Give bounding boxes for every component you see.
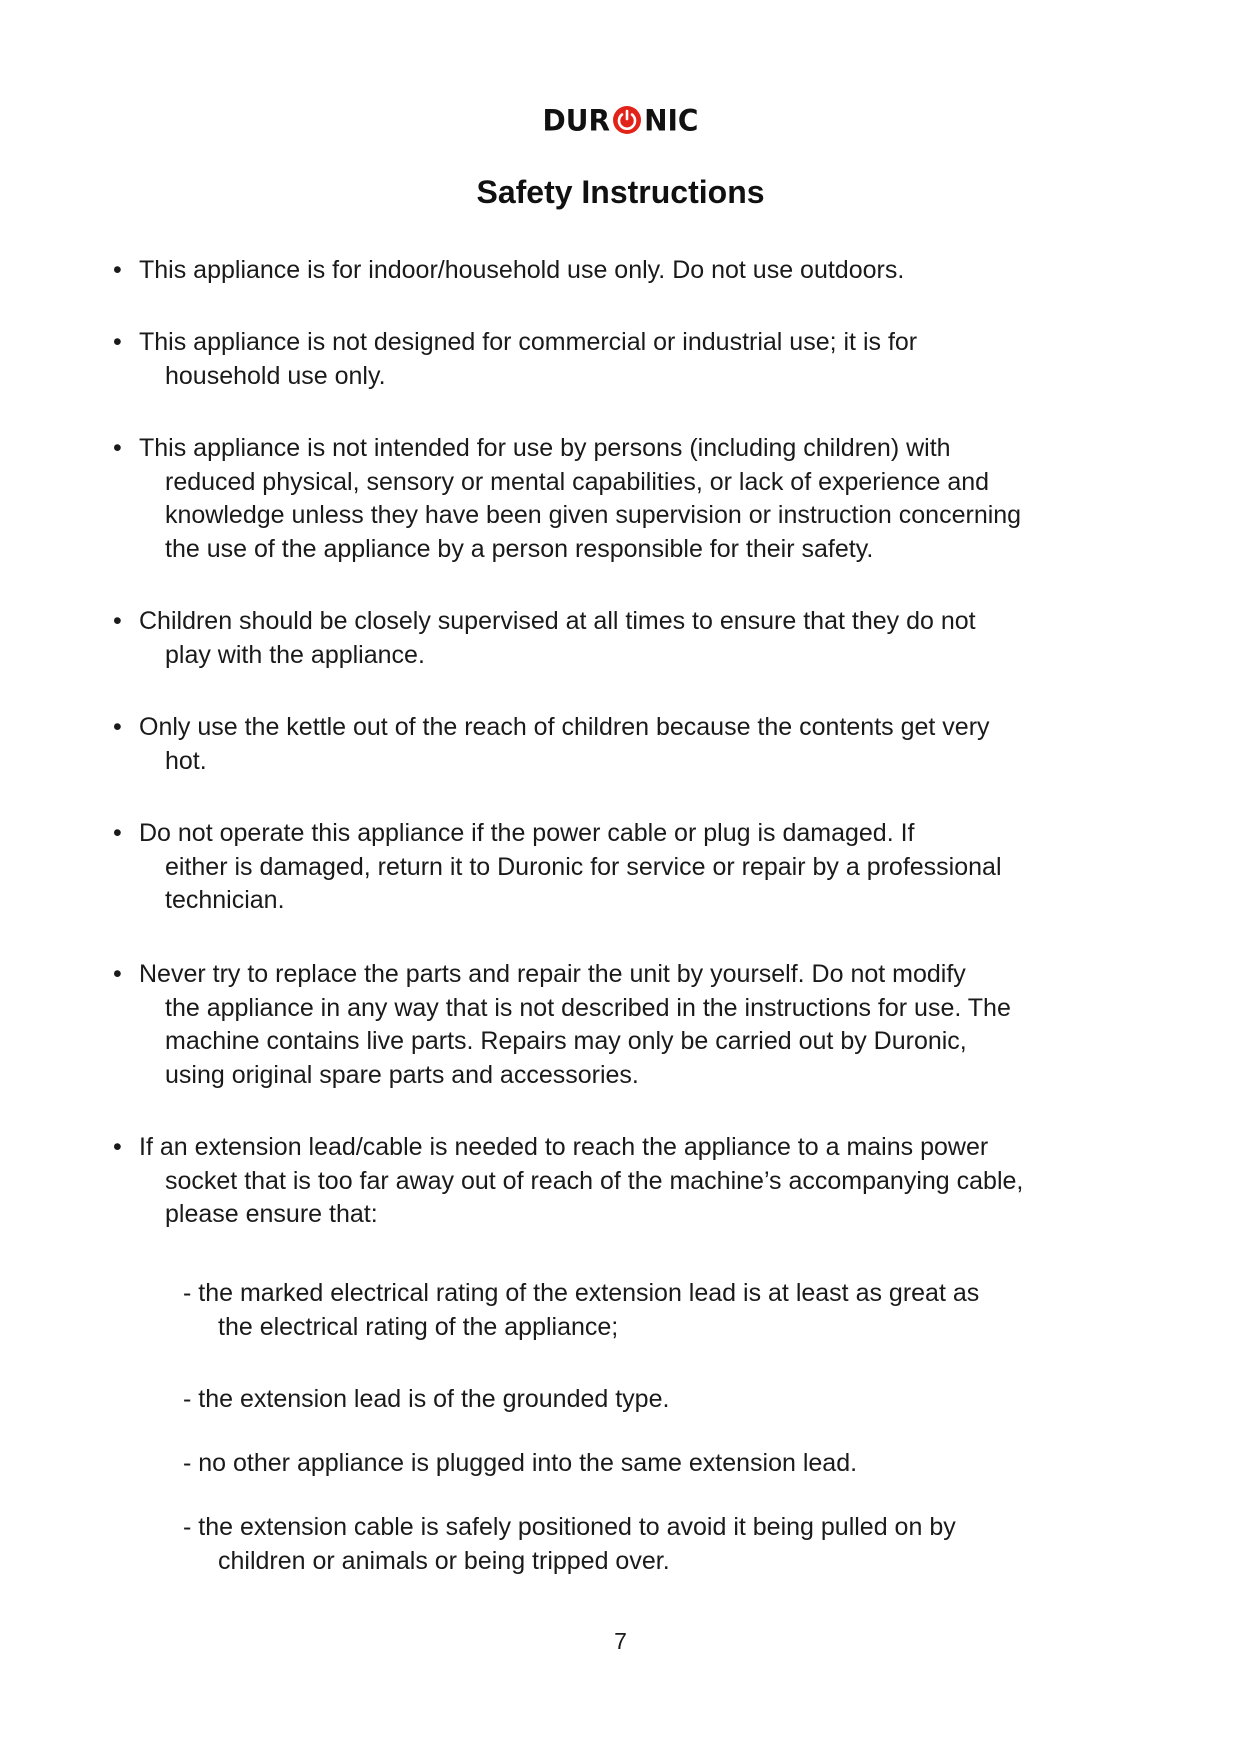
item-line: hot. — [165, 746, 207, 775]
sub-item-line: the electrical rating of the appliance; — [218, 1312, 619, 1341]
item-line: please ensure that: — [165, 1200, 378, 1228]
item-line: knowledge unless they have been given supervision or instruction concerning — [165, 501, 1022, 529]
item-line: This appliance is for indoor/household use only. Do not use outdoors. — [139, 256, 905, 284]
logo-text-right: NIC — [644, 102, 699, 138]
item-line: machine contains live parts. Repairs may only be carried out by Duronic, — [165, 1027, 967, 1055]
item-line: using original spare parts and accessories. — [165, 1060, 639, 1089]
bullet: • — [113, 713, 122, 741]
power-icon — [612, 105, 642, 135]
item-line: household use only. — [165, 361, 386, 390]
item-line: socket that is too far away out of reach of the machine’s accompanying cable, — [165, 1166, 1024, 1195]
sub-item-line: children or animals or being tripped over. — [218, 1546, 670, 1575]
sub-item-line: - the extension cable is safely positioned to avoid it being pulled on by — [183, 1513, 956, 1541]
item-line: either is damaged, return it to Duronic for service or repair by a professional — [165, 852, 1002, 881]
item-line: play with the appliance. — [165, 640, 425, 669]
logo-text-left: DUR — [542, 102, 611, 138]
item-line: This appliance is not designed for commercial or industrial use; it is for — [139, 328, 918, 356]
item-line: Do not operate this appliance if the power cable or plug is damaged. If — [139, 819, 915, 847]
item-line: This appliance is not intended for use by persons (including children) with — [139, 434, 951, 462]
item-line: Children should be closely supervised at all times to ensure that they do not — [139, 607, 976, 635]
brand-logo — [0, 102, 1241, 138]
item-line: the appliance in any way that is not described in the instructions for use. The — [165, 993, 1011, 1022]
page-title: Safety Instructions — [476, 174, 765, 210]
sub-item-line: - no other appliance is plugged into the same extension lead. — [183, 1449, 858, 1477]
page-number: 7 — [614, 1628, 627, 1654]
item-line: Only use the kettle out of the reach of children because the contents get very — [139, 713, 990, 741]
sub-item-line: - the marked electrical rating of the extension lead is at least as great as — [183, 1279, 980, 1307]
bullet: • — [113, 434, 122, 462]
bullet: • — [113, 256, 122, 284]
item-line: technician. — [165, 886, 285, 914]
item-line: reduced physical, sensory or mental capabilities, or lack of experience and — [165, 467, 990, 496]
item-line: If an extension lead/cable is needed to reach the appliance to a mains power — [139, 1133, 989, 1161]
bullet: • — [113, 328, 122, 356]
bullet: • — [113, 1133, 122, 1161]
bullet: • — [113, 819, 122, 847]
item-line: Never try to replace the parts and repair the unit by yourself. Do not modify — [139, 960, 966, 988]
bullet: • — [113, 607, 122, 635]
sub-item-line: - the extension lead is of the grounded type. — [183, 1385, 670, 1413]
item-line: the use of the appliance by a person responsible for their safety. — [165, 534, 874, 563]
bullet: • — [113, 960, 122, 988]
